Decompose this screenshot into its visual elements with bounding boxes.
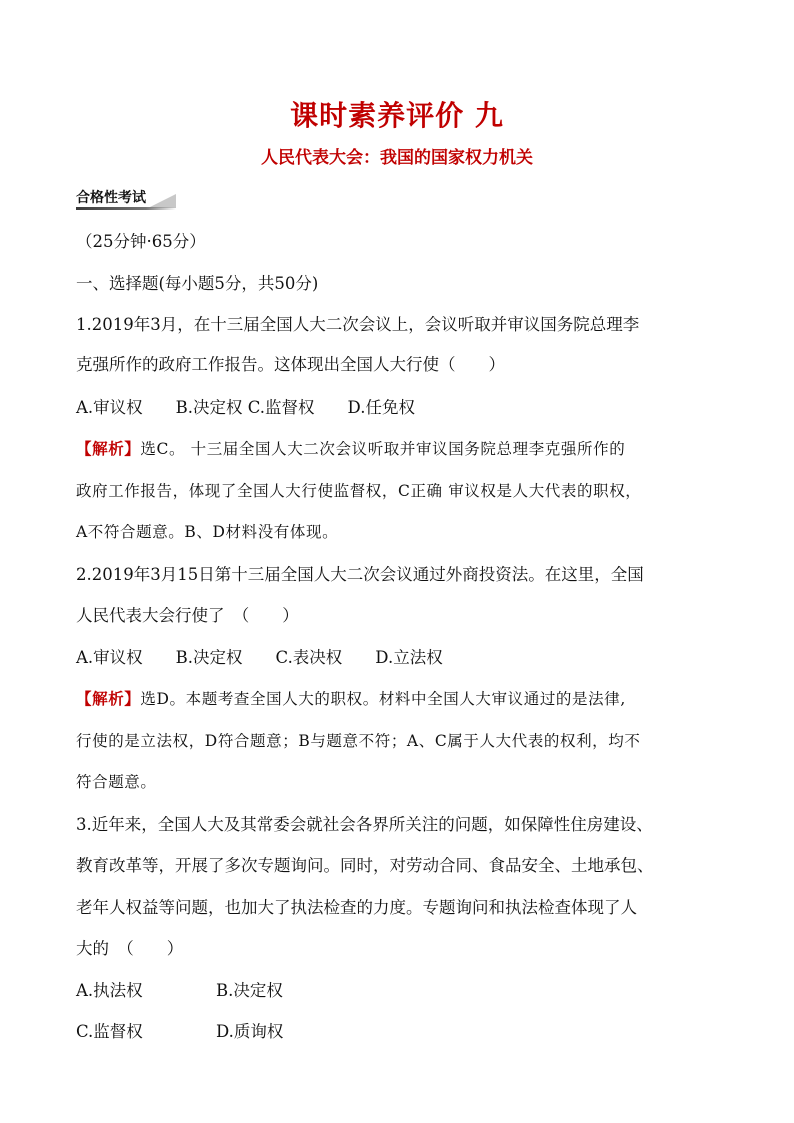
q1-answer-text: 选C。 十三届全国人大二次会议听取并审议国务院总理李克强所作的	[140, 440, 626, 458]
q1-answer-line3: A不符合题意。B、D材料没有体现。	[76, 523, 339, 541]
q3-option-c: C.监督权	[76, 1022, 143, 1041]
q3-stem-line1: 3.近年来，全国人大及其常委会就社会各界所关注的问题，如保障性住房建设、	[76, 815, 653, 834]
q3-option-d: D.质询权	[216, 1022, 284, 1041]
q3-options-row1	[76, 979, 726, 1003]
page-title: 课时素养评价 九	[290, 99, 504, 132]
page-subtitle: 人民代表大会：我国的国家权力机关	[261, 148, 533, 168]
q2-answer-line1	[76, 687, 726, 711]
section-tag	[76, 188, 176, 210]
q3-stem-line2: 教育改革等，开展了多次专题询问。同时，对劳动合同、食品安全、土地承包、	[76, 856, 654, 875]
q3-options-row2	[76, 1020, 726, 1044]
q2-options: A.审议权 B.决定权 C.表决权 D.立法权	[76, 648, 443, 667]
q2-answer-line3: 符合题意。	[76, 773, 157, 791]
part-heading: 一、选择题(每小题5分，共50分)	[76, 274, 319, 293]
q3-option-b: B.决定权	[216, 981, 283, 1000]
time-score-meta: （25分钟·65分）	[76, 232, 206, 251]
q3-stem-line4: 大的 （ ）	[76, 939, 184, 958]
section-tag-label: 合格性考试	[76, 190, 146, 206]
q2-stem-line1: 2.2019年3月15日第十三届全国人大二次会议通过外商投资法。在这里，全国	[76, 565, 644, 584]
q1-stem-line1: 1.2019年3月，在十三届全国人大二次会议上，会议听取并审议国务院总理李	[76, 315, 640, 334]
q2-answer-label: 【解析】	[76, 689, 141, 708]
q1-options: A.审议权 B.决定权 C.监督权 D.任免权	[76, 398, 415, 417]
section-tag-underline	[76, 207, 176, 210]
q1-stem-line2: 克强所作的政府工作报告。这体现出全国人大行使（ ）	[76, 355, 505, 374]
q1-answer-label: 【解析】	[76, 439, 141, 458]
q1-answer-line2: 政府工作报告，体现了全国人大行使监督权，C正确 审议权是人大代表的职权，	[76, 482, 642, 500]
q3-option-a: A.执法权	[76, 981, 143, 1000]
section-tag-wedge	[148, 194, 176, 208]
q2-answer-line2: 行使的是立法权，D符合题意；B与题意不符；A、C属于人大代表的权利，均不	[76, 732, 641, 750]
q1-answer-line1	[76, 437, 726, 461]
q2-stem-line2: 人民代表大会行使了 （ ）	[76, 606, 299, 625]
q3-stem-line3: 老年人权益等问题，也加大了执法检查的力度。专题询问和执法检查体现了人	[76, 898, 637, 917]
q2-answer-text: 选D。本题考查全国人大的职权。材料中全国人大审议通过的是法律,	[140, 690, 626, 708]
